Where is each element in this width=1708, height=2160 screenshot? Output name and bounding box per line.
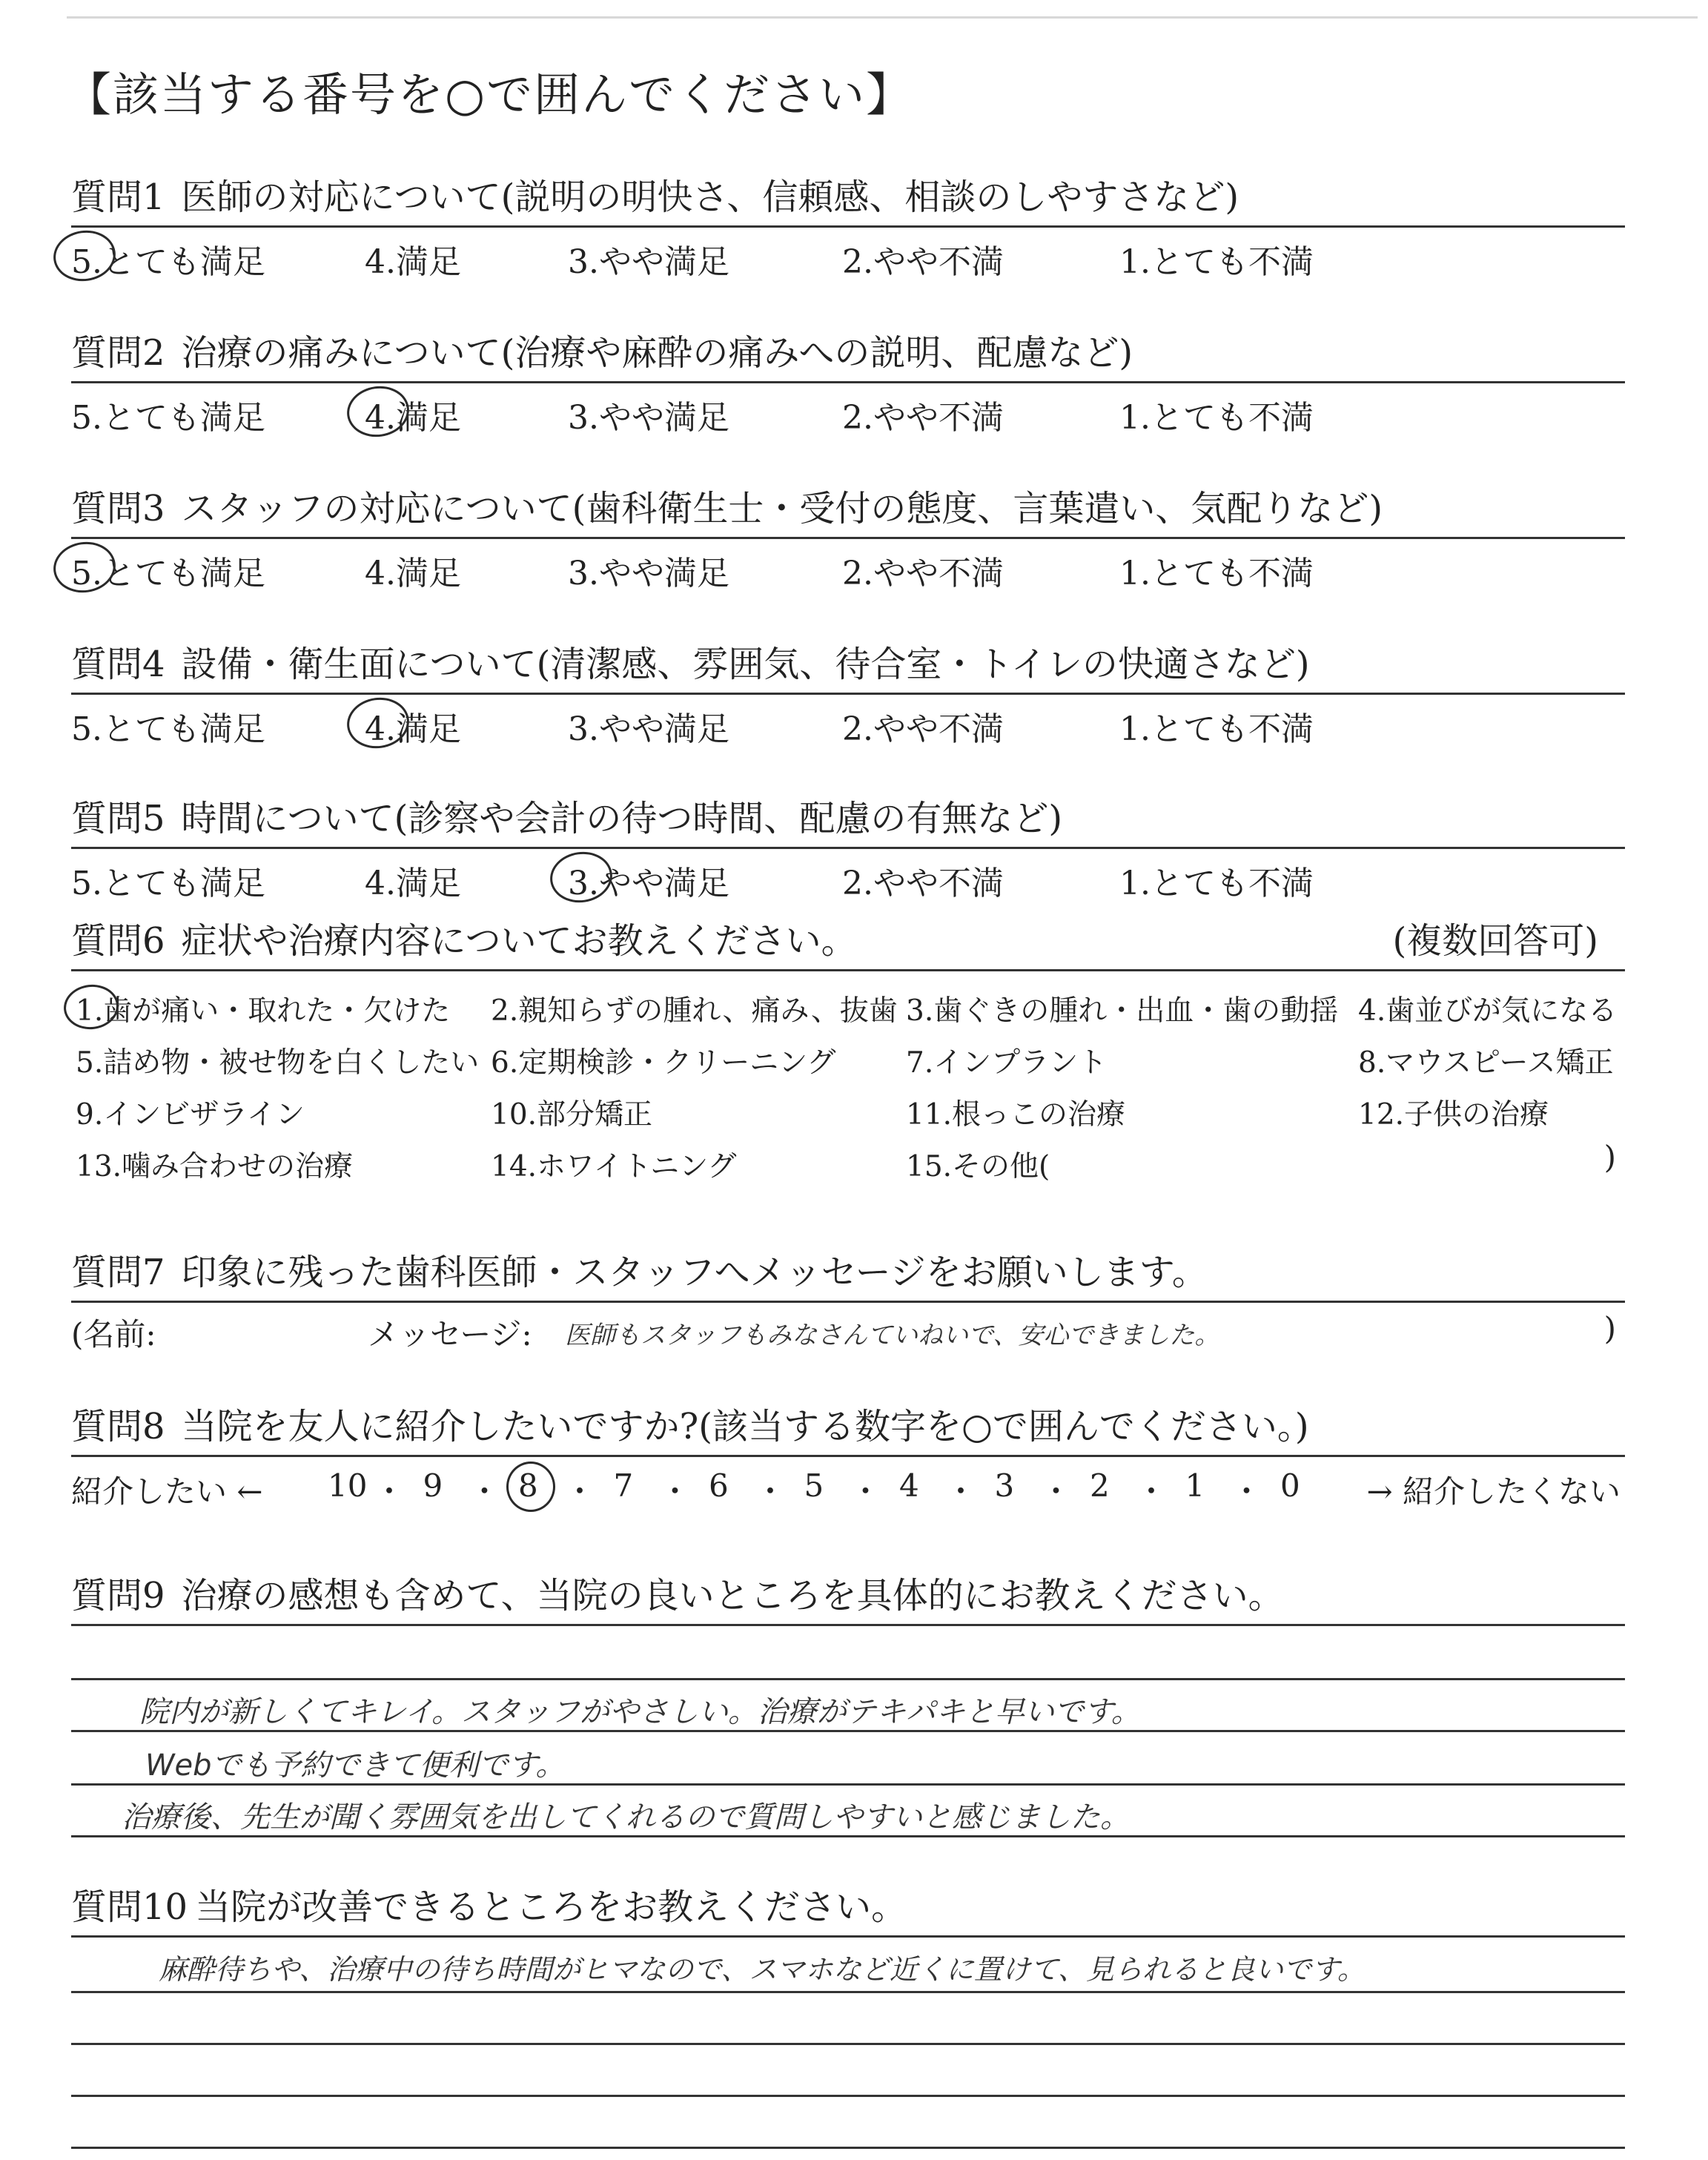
rating-option-2[interactable] (842, 702, 1004, 750)
question-4 (71, 632, 1625, 754)
question-3-number: 質問3 (71, 488, 165, 529)
question-6-label: 症状や治療内容についてお教えください。 (181, 920, 857, 962)
scale-separator: ・ (945, 1473, 977, 1510)
scale-value-5[interactable]: 5 (804, 1467, 824, 1504)
option-label: インプラント (933, 1046, 1108, 1080)
rating-option-3[interactable] (568, 391, 729, 438)
scale-separator: ・ (850, 1473, 881, 1510)
option-label: やや満足 (598, 399, 729, 437)
question-9 (71, 1563, 1625, 1923)
symptom-option-14[interactable] (491, 1143, 737, 1185)
name-label: (名前: (71, 1316, 156, 1353)
question-3 (71, 476, 1625, 598)
symptom-option-5[interactable] (76, 1040, 479, 1081)
rating-option-1[interactable] (1119, 546, 1314, 594)
rating-option-4[interactable] (365, 391, 461, 438)
option-number: 1. (1119, 399, 1151, 437)
question-8 (71, 1394, 1625, 1516)
message-row (71, 1303, 1625, 1362)
question-2-number: 質問2 (71, 332, 165, 374)
answer-rule (71, 2043, 1625, 2045)
rating-option-5[interactable] (71, 235, 265, 283)
rating-options-row (71, 383, 1625, 443)
option-label: やや満足 (598, 865, 729, 902)
question-1 (71, 165, 1625, 287)
option-number: 1. (1119, 710, 1151, 748)
question-3-label: スタッフの対応について(歯科衛生士・受付の態度、言葉遣い、気配りなど) (181, 488, 1383, 529)
option-label: とても不満 (1150, 710, 1314, 748)
other-close-paren: ) (1603, 1139, 1616, 1175)
option-label: 根っこの治療 (952, 1098, 1126, 1132)
rating-option-4[interactable] (365, 546, 461, 594)
option-label: やや満足 (598, 555, 729, 592)
question-10 (71, 1875, 1625, 2160)
option-label: とても満足 (102, 555, 265, 592)
option-label: とても不満 (1150, 243, 1314, 281)
scale-separator: ・ (755, 1473, 787, 1510)
option-number: 3. (568, 243, 599, 281)
option-label: 部分矯正 (537, 1098, 653, 1132)
handwritten-message: 医師もスタッフもみなさんていねいで、安心できました。 (565, 1321, 1220, 1350)
rating-options-row (71, 695, 1625, 754)
option-number: 2. (842, 710, 873, 748)
symptom-option-10[interactable] (491, 1091, 652, 1133)
rating-option-3[interactable] (568, 546, 729, 594)
symptom-option-3[interactable] (906, 988, 1338, 1029)
rating-options-row (71, 539, 1625, 598)
question-7-header (71, 1240, 1625, 1303)
symptom-option-1[interactable] (76, 988, 450, 1029)
option-label: ホワイトニング (537, 1150, 737, 1183)
question-9-header (71, 1563, 1625, 1626)
option-label: とても不満 (1150, 399, 1314, 437)
option-label: とても不満 (1150, 865, 1314, 902)
question-9-text (71, 1567, 1284, 1618)
handwritten-answer-line: 麻酔待ちや、治療中の待ち時間がヒマなので、スマホなど近くに置けて、見られると良いです。 (159, 1953, 1366, 1986)
option-label: インビザライン (103, 1098, 305, 1132)
rating-option-4[interactable] (365, 235, 461, 283)
option-number: 2. (842, 555, 873, 592)
scale-separator: ・ (1231, 1473, 1262, 1510)
option-number: 9. (76, 1098, 104, 1132)
page-title: 【該当する番号を○で囲んでください】 (65, 67, 914, 122)
symptom-option-15[interactable] (906, 1143, 1050, 1185)
option-label: やや不満 (873, 243, 1004, 281)
option-label: やや満足 (598, 710, 729, 748)
rating-option-1[interactable] (1119, 391, 1314, 438)
question-1-label: 医師の対応について(説明の明快さ、信頼感、相談のしやすさなど) (181, 176, 1239, 218)
question-7-number: 質問7 (71, 1252, 165, 1293)
rating-option-3[interactable] (568, 235, 729, 283)
recommend-scale (71, 1457, 1625, 1516)
rating-option-1[interactable] (1119, 702, 1314, 750)
handwritten-answer-line: Webでも予約できて便利です。 (145, 1748, 566, 1783)
question-4-label: 設備・衛生面について(清潔感、雰囲気、待合室・トイレの快適さなど) (181, 644, 1310, 685)
option-number: 12. (1358, 1098, 1405, 1132)
rating-option-1[interactable] (1119, 235, 1314, 283)
scale-value-3[interactable]: 3 (994, 1467, 1015, 1504)
option-number: 2. (842, 865, 873, 902)
option-label: とても満足 (102, 710, 265, 748)
option-number: 1. (76, 994, 104, 1028)
option-number: 5. (71, 555, 102, 592)
option-number: 3. (568, 555, 599, 592)
scale-right-label: → 紹介したくない (1366, 1473, 1621, 1510)
question-5-label: 時間について(診察や会計の待つ時間、配慮の有無など) (181, 798, 1063, 839)
option-label: 満足 (395, 555, 461, 592)
option-number: 6. (491, 1046, 519, 1080)
answer-rule (71, 1991, 1625, 1993)
rating-option-2[interactable] (842, 856, 1004, 904)
symptom-option-12[interactable] (1358, 1091, 1549, 1133)
rating-option-1[interactable] (1119, 856, 1314, 904)
option-number: 2. (491, 994, 519, 1028)
question-4-header (71, 632, 1625, 695)
symptom-option-6[interactable] (491, 1040, 835, 1081)
option-number: 8. (1358, 1046, 1386, 1080)
option-label: やや不満 (873, 555, 1004, 592)
option-label: やや不満 (873, 399, 1004, 437)
option-number: 5. (71, 399, 102, 437)
rating-option-4[interactable] (365, 702, 461, 750)
scale-value-0[interactable]: 0 (1280, 1467, 1300, 1504)
message-close-paren: ) (1603, 1310, 1616, 1347)
scale-value-7[interactable]: 7 (613, 1467, 634, 1504)
option-label: 歯が痛い・取れた・欠けた (103, 994, 451, 1028)
option-label: とても満足 (102, 399, 265, 437)
option-number: 5. (71, 710, 102, 748)
top-border (67, 16, 1698, 19)
question-5-number: 質問5 (71, 798, 165, 839)
rating-options-row (71, 849, 1625, 908)
option-number: 5. (71, 865, 102, 902)
option-label: 満足 (395, 865, 461, 902)
question-3-text (71, 480, 1383, 531)
option-number: 4. (1358, 994, 1386, 1028)
option-number: 13. (76, 1150, 122, 1183)
question-8-header (71, 1394, 1625, 1457)
option-number: 14. (491, 1150, 537, 1183)
option-number: 3. (568, 399, 599, 437)
option-label: 詰め物・被せ物を白くしたい (103, 1046, 480, 1080)
answer-rule (71, 2095, 1625, 2097)
answer-rule (71, 1678, 1625, 1680)
question-7-text (71, 1244, 1208, 1295)
option-label: 歯並びが気になる (1386, 994, 1618, 1028)
scale-separator: ・ (1040, 1473, 1072, 1510)
option-number: 4. (365, 399, 396, 437)
option-number: 2. (842, 243, 873, 281)
question-1-text (71, 168, 1239, 219)
scale-separator: ・ (659, 1473, 691, 1510)
question-5-header (71, 786, 1625, 849)
question-9-number: 質問9 (71, 1575, 165, 1616)
symptom-option-9[interactable] (76, 1091, 305, 1133)
option-number: 2. (842, 399, 873, 437)
option-number: 3. (568, 865, 599, 902)
option-label: 噛み合わせの治療 (122, 1150, 354, 1183)
option-label: 満足 (395, 710, 461, 748)
scale-value-2[interactable]: 2 (1090, 1467, 1110, 1504)
option-number: 1. (1119, 243, 1151, 281)
rating-option-3[interactable] (568, 702, 729, 750)
question-7-label: 印象に残った歯科医師・スタッフへメッセージをお願いします。 (181, 1252, 1208, 1293)
question-2-text (71, 324, 1133, 375)
question-2-header (71, 320, 1625, 383)
scale-value-4[interactable]: 4 (899, 1467, 919, 1504)
option-number: 5. (71, 243, 102, 281)
handwritten-answer-line: 院内が新しくてキレイ。スタッフがやさしい。治療がテキパキと早いです。 (139, 1695, 1141, 1729)
question-8-label: 当院を友人に紹介したいですか?(該当する数字を○で囲んでください。) (181, 1406, 1309, 1447)
rating-option-5[interactable] (71, 702, 265, 750)
scale-left-label: 紹介したい ← (71, 1473, 263, 1510)
option-number: 10. (491, 1098, 537, 1132)
question-6-header (71, 908, 1625, 971)
question-8-number: 質問8 (71, 1406, 165, 1447)
option-label: その他( (952, 1150, 1050, 1183)
symptom-option-13[interactable] (76, 1143, 353, 1185)
rating-option-5[interactable] (71, 546, 265, 594)
scale-separator: ・ (374, 1473, 406, 1510)
rating-option-3[interactable] (568, 856, 729, 904)
option-number: 4. (365, 710, 396, 748)
question-10-header (71, 1875, 1625, 1938)
symptom-option-7[interactable] (906, 1040, 1107, 1081)
symptom-option-4[interactable] (1358, 988, 1617, 1029)
question-1-number: 質問1 (71, 176, 165, 218)
question-10-number: 質問10 (71, 1886, 188, 1928)
option-label: 歯ぐきの腫れ・出血・歯の動揺 (933, 994, 1339, 1028)
question-5-text (71, 790, 1062, 841)
option-label: やや不満 (873, 710, 1004, 748)
question-4-number: 質問4 (71, 644, 165, 685)
option-number: 4. (365, 243, 396, 281)
option-number: 4. (365, 865, 396, 902)
option-label: 子供の治療 (1404, 1098, 1549, 1132)
option-number: 5. (76, 1046, 104, 1080)
rating-option-4[interactable] (365, 856, 461, 904)
option-label: とても不満 (1150, 555, 1314, 592)
handwritten-answer-line: 治療後、先生が聞く雰囲気を出してくれるので質問しやすいと感じました。 (122, 1800, 1130, 1834)
rating-option-2[interactable] (842, 235, 1004, 283)
question-2 (71, 320, 1625, 443)
scale-value-8[interactable]: 8 (518, 1467, 538, 1504)
question-2-label: 治療の痛みについて(治療や麻酔の痛みへの説明、配慮など) (181, 332, 1133, 374)
option-number: 15. (906, 1150, 953, 1183)
option-number: 7. (906, 1046, 934, 1080)
question-10-text (71, 1878, 907, 1929)
option-label: とても満足 (102, 865, 265, 902)
question-7 (71, 1240, 1625, 1362)
option-number: 11. (906, 1098, 953, 1132)
symptom-option-8[interactable] (1358, 1040, 1614, 1081)
question-3-header (71, 476, 1625, 539)
question-9-label: 治療の感想も含めて、当院の良いところを具体的にお教えください。 (181, 1575, 1284, 1616)
option-label: とても満足 (102, 243, 265, 281)
question-5 (71, 786, 1625, 908)
option-label: やや不満 (873, 865, 1004, 902)
question-6 (71, 908, 1625, 1186)
message-label: メッセージ: (368, 1316, 532, 1353)
option-label: 定期検診・クリーニング (518, 1046, 836, 1080)
scale-value-1[interactable]: 1 (1185, 1467, 1205, 1504)
question-6-text (71, 912, 857, 963)
option-number: 1. (1119, 865, 1151, 902)
question-8-text (71, 1398, 1309, 1449)
scale-value-6[interactable]: 6 (709, 1467, 729, 1504)
question-6-number: 質問6 (71, 920, 165, 962)
question-4-text (71, 635, 1310, 687)
scale-value-10[interactable]: 10 (328, 1467, 368, 1504)
question-10-answer-area (71, 1938, 1625, 2160)
option-number: 3. (906, 994, 934, 1028)
scale-separator: ・ (469, 1473, 500, 1510)
rating-option-2[interactable] (842, 391, 1004, 438)
scale-separator: ・ (1136, 1473, 1168, 1510)
rating-option-2[interactable] (842, 546, 1004, 594)
question-10-label: 当院が改善できるところをお教えください。 (195, 1886, 907, 1928)
scale-value-9[interactable]: 9 (423, 1467, 443, 1504)
scale-separator: ・ (564, 1473, 596, 1510)
option-label: マウスピース矯正 (1386, 1046, 1614, 1080)
symptom-option-2[interactable] (491, 988, 898, 1029)
question-6-note: (複数回答可) (1392, 920, 1598, 962)
option-label: 親知らずの腫れ、痛み、抜歯 (518, 994, 898, 1028)
option-label: 満足 (395, 243, 461, 281)
rating-options-row (71, 228, 1625, 287)
option-number: 4. (365, 555, 396, 592)
answer-rule (71, 2147, 1625, 2149)
option-label: 満足 (395, 399, 461, 437)
option-label: やや満足 (598, 243, 729, 281)
rating-option-5[interactable] (71, 391, 265, 438)
rating-option-5[interactable] (71, 856, 265, 904)
option-number: 3. (568, 710, 599, 748)
symptom-option-11[interactable] (906, 1091, 1125, 1133)
question-1-header (71, 165, 1625, 228)
option-number: 1. (1119, 555, 1151, 592)
question-6-options (71, 971, 1625, 1186)
